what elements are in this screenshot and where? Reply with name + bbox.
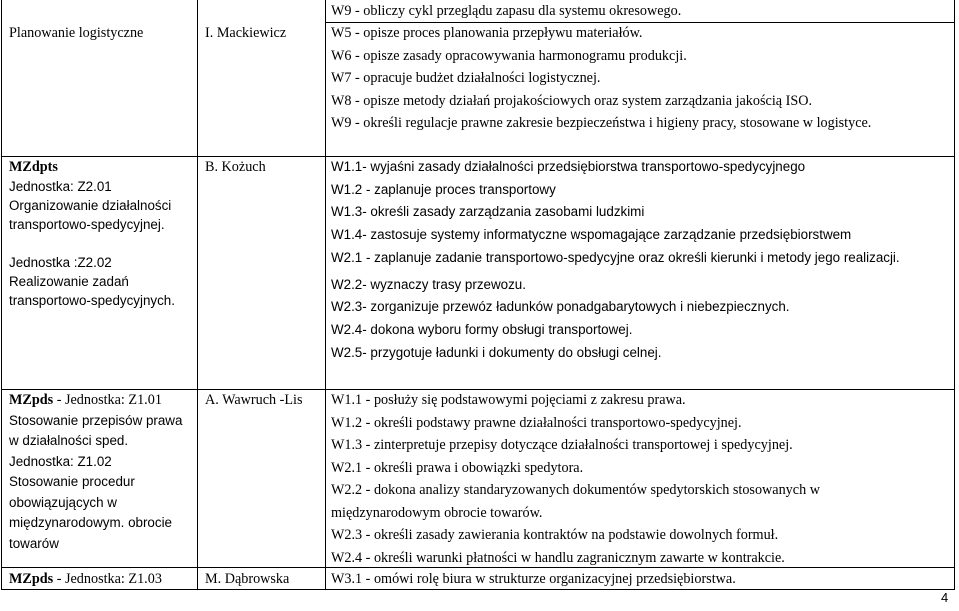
outcome-item: W2.5- przygotuje ładunki i dokumenty do obsługi celnej.: [331, 344, 662, 360]
module-line: Stosowanie procedur obowiązujących w międzynarodowym. obrocie towarów: [9, 474, 172, 551]
module-title-suffix: - Jednostka: Z1.01: [53, 392, 162, 408]
outcome-item: W1.4- zastosuje systemy informatyczne wspomagające zarządzanie przedsiębiorstwem: [331, 227, 852, 243]
module-cell: [9, 158, 191, 310]
outcome-item: W1.1- wyjaśni zasady działalności przedsiębiorstwa transportowo-spedycyjnego: [331, 159, 806, 174]
outcome-item: W2.4 - określi warunki płatności w handlu zagranicznym zawarte w kontrakcie.: [331, 549, 785, 566]
outcome-item: W8 - opisze metody działań projakościowych oraz system zarządzania jakością ISO.: [331, 92, 813, 109]
module-spacer: [9, 234, 191, 253]
outcome-item: W5 - opisze proces planowania przepływu materiałów.: [331, 25, 643, 41]
module-line: Organizowanie działalności transportowo-spedycyjnej.: [9, 198, 172, 232]
table-border-col1: [197, 0, 198, 590]
outcome-item: W2.2 - dokona analizy standaryzowanych dokumentów spedytorskich stosowanych w międzynarodowym obrocie towarów.: [331, 482, 820, 521]
outcome-item: W2.3- zorganizuje przewóz ładunków ponadgabarytowych i niebezpiecznych.: [331, 299, 790, 315]
outcome-item: W1.3 - zinterpretuje przepisy dotyczące działalności transportowej i spedycyjnej.: [331, 437, 793, 453]
outcome-item: W2.1 - zaplanuje zadanie transportowo-spedycyjne oraz określi kierunki i metody jego realizacji.: [331, 249, 900, 265]
module-title: MZdpts: [9, 159, 58, 175]
table-border-left: [1, 0, 2, 590]
outcome-item: W2.3 - określi zasady zawierania kontraktów na podstawie dowolnych formuł.: [331, 527, 779, 543]
teacher-name: B. Kożuch: [205, 159, 266, 175]
module-line: Jednostka :Z2.02: [9, 255, 112, 270]
module-cell: [9, 390, 191, 554]
teacher-name: A. Wawruch -Lis: [205, 392, 303, 408]
module-heading: [9, 568, 162, 590]
module-title: MZpds: [9, 392, 54, 408]
teacher-name: I. Mackiewicz: [205, 25, 287, 41]
outcome-item: W9 - określi regulacje prawne zakresie bezpieczeństwa i higieny pracy, stosowane w logistyce.: [331, 115, 872, 131]
outcome-item: W1.2 - określi podstawy prawne działalności transportowo-spedycyjnej.: [331, 414, 742, 431]
outcome-item: W2.1 - określi prawa i obowiązki spedytora.: [331, 459, 584, 476]
page-number: 4: [941, 590, 949, 605]
table-border-col2: [325, 0, 326, 590]
outcome-item: W3.1 - omówi rolę biura w strukturze organizacyjnej przedsiębiorstwa.: [331, 571, 736, 587]
outcome-item: W1.1 - posłuży się podstawowymi pojęciami z zakresu prawa.: [331, 392, 686, 408]
module-heading: [9, 390, 191, 411]
outcome-item: W1.3- określi zasady zarządzania zasobami ludzkimi: [331, 204, 645, 220]
teacher-name: M. Dąbrowska: [205, 571, 290, 587]
module-line: Stosowanie przepisów prawa w działalności sped.: [9, 412, 183, 448]
module-line: Realizowanie zadań transportowo-spedycyjnych.: [9, 274, 175, 308]
table-border-right: [954, 0, 955, 590]
module-line: Jednostka: Z1.02: [9, 453, 112, 469]
outcomes-list: [331, 389, 951, 569]
module-title-suffix: - Jednostka: Z1.03: [53, 571, 162, 587]
module-line: Jednostka: Z2.01: [9, 179, 112, 194]
outcome-item: W1.2 - zaplanuje proces transportowy: [331, 181, 556, 197]
module-title: MZpds: [9, 571, 54, 587]
module-name: Planowanie logistyczne: [9, 25, 144, 41]
outcome-item: W2.2- wyznaczy trasy przewozu.: [331, 276, 526, 292]
outcome-item: W6 - opisze zasady opracowywania harmonogramu produkcji.: [331, 47, 687, 64]
outcome-item: W2.4- dokona wyboru formy obsługi transportowej.: [331, 321, 633, 337]
outcomes-list: [331, 22, 951, 135]
outcome-continued: W9 - obliczy cykl przeglądu zapasu dla systemu okresowego.: [331, 3, 682, 19]
outcomes-list: [331, 156, 951, 364]
outcome-item: W7 - opracuje budżet działalności logistycznej.: [331, 70, 601, 86]
